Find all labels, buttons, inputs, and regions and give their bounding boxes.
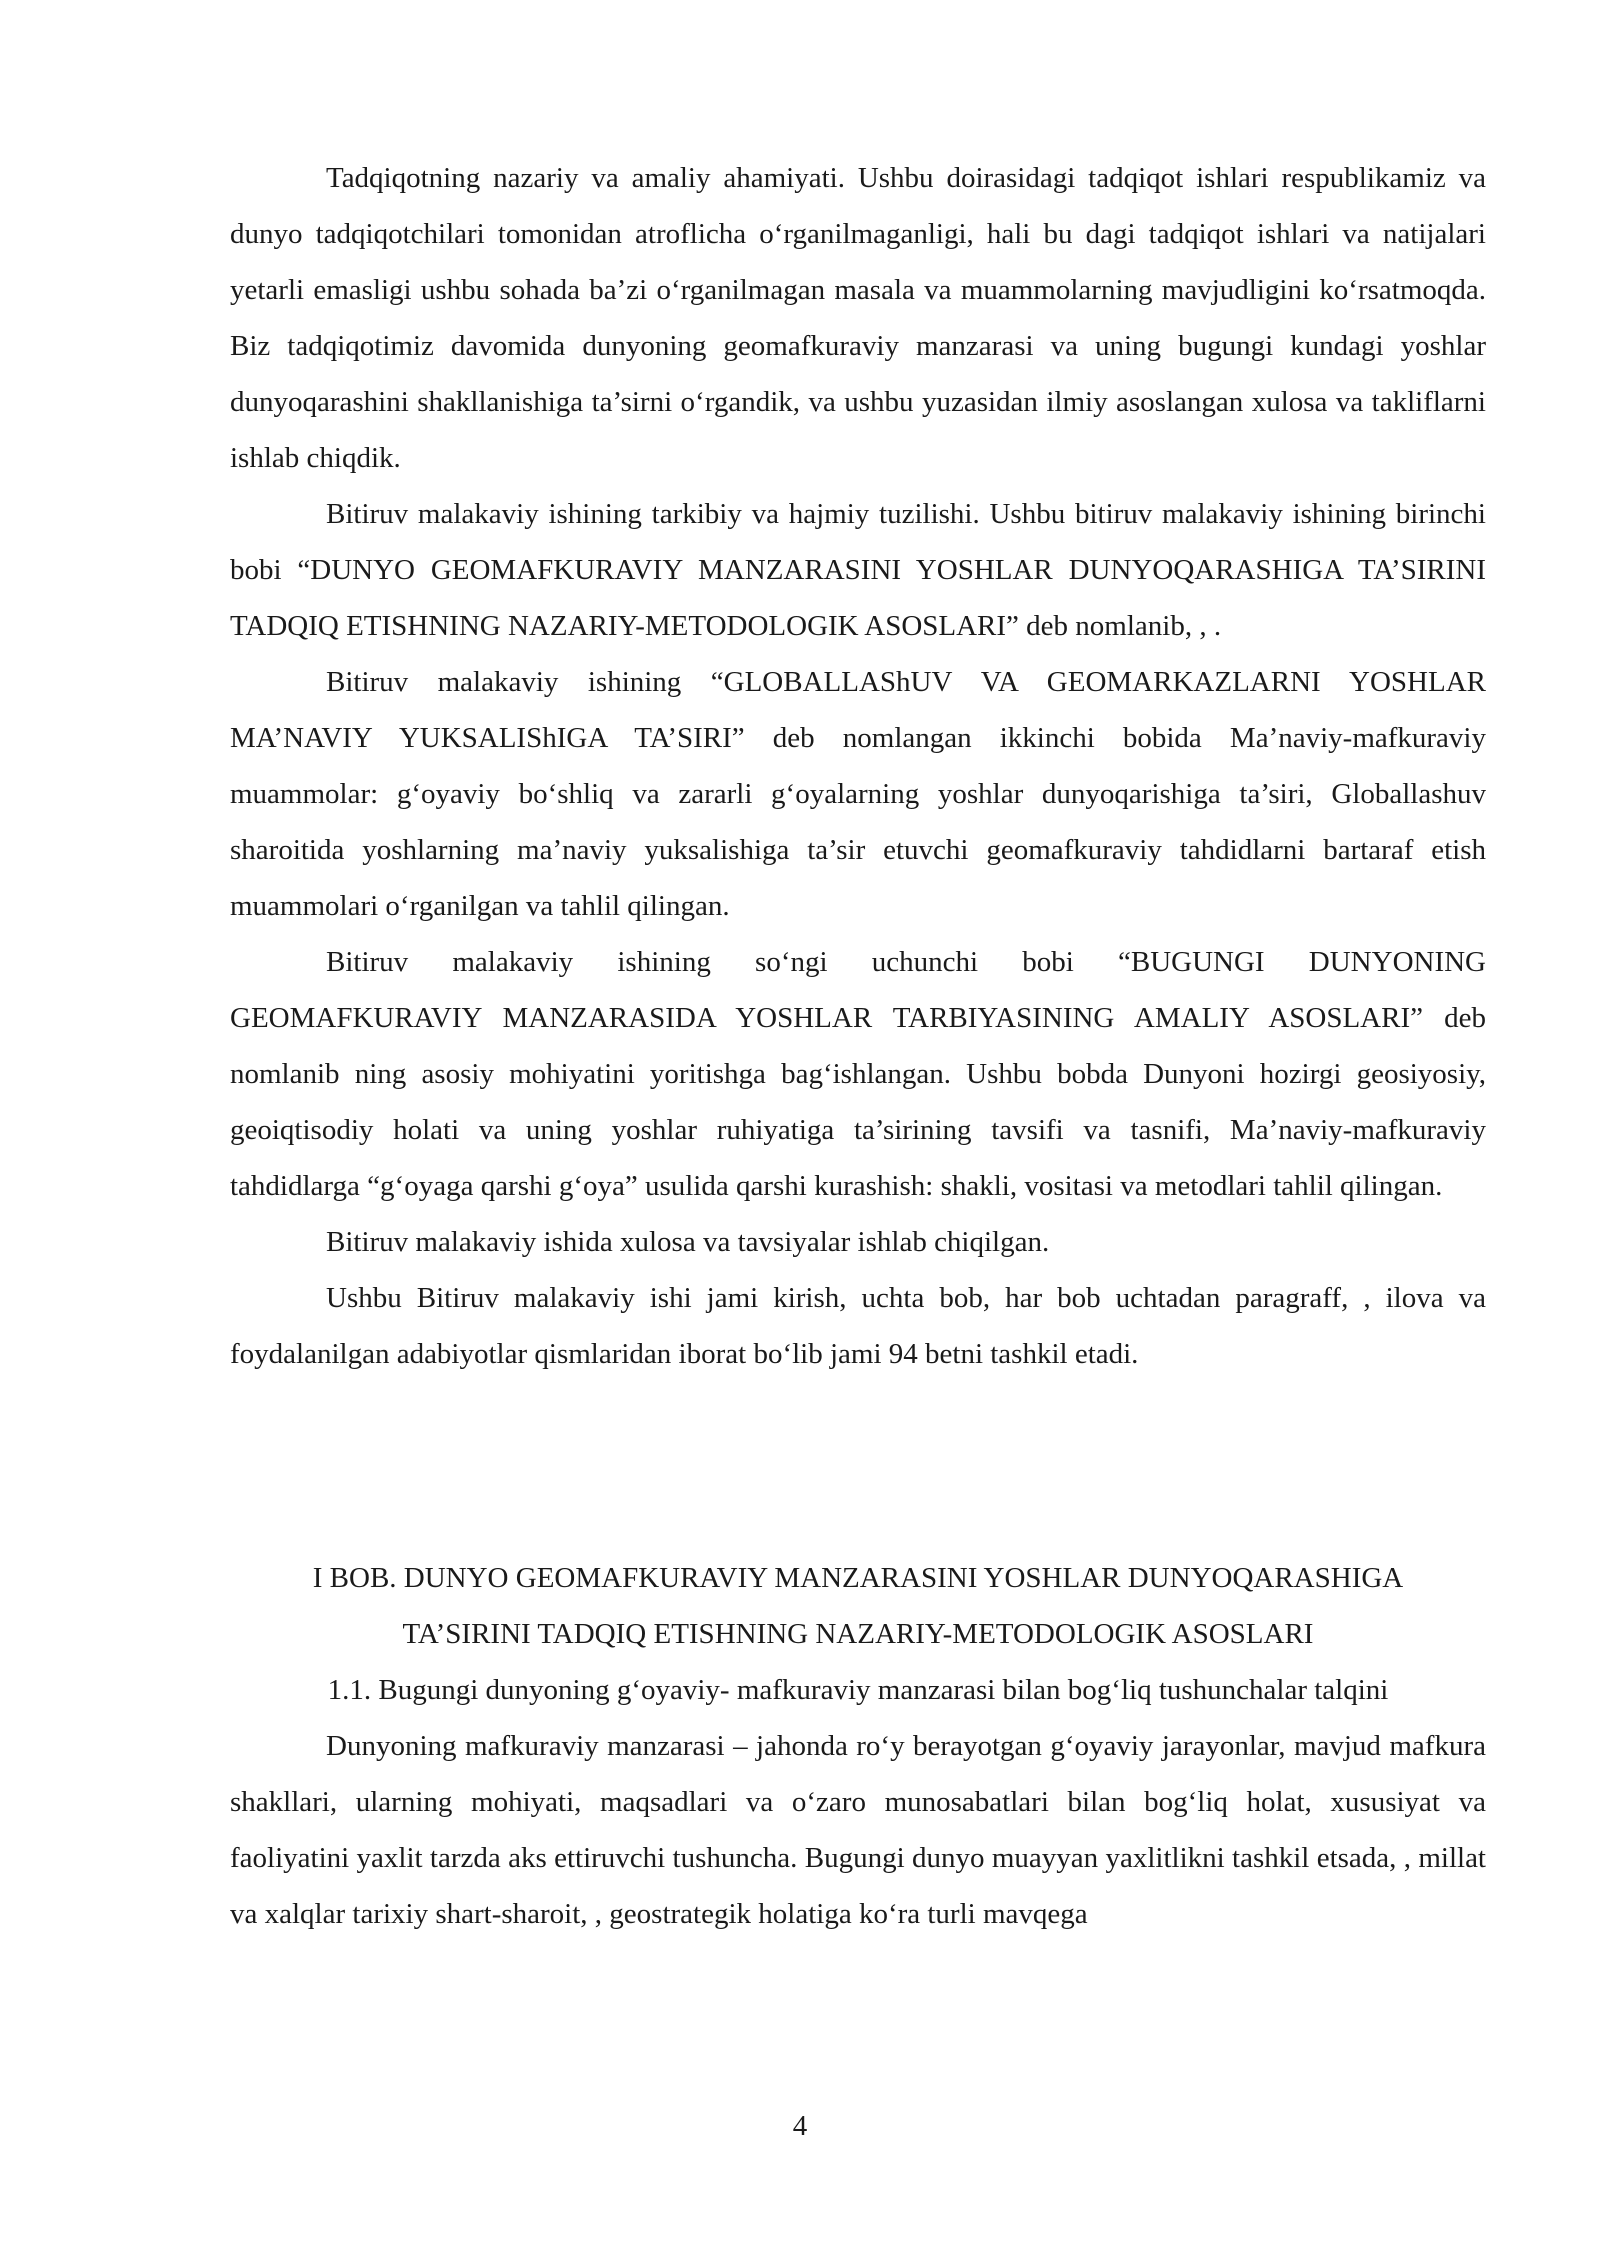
- section-spacer: [230, 1382, 1486, 1550]
- paragraph-significance: Tadqiqotning nazariy va amaliy ahamiyati. Ushbu doirasidagi tadqiqot ishlari respublikamiz va dunyo tadqiqotchilari tomonidan atroflicha o‘rganilmaganligi, hali bu dagi tadqiqot ishlari va natijalari yetarli emasligi ushbu sohada ba’zi o‘rganilmagan masala va muammolarning mavjudligini ko‘rsatmoqda. Biz tadqiqotimiz davomida dunyoning geomafkuraviy manzarasi va uning bugungi kundagi yoshlar dunyoqarashini shakllanishiga ta’sirni o‘rgandik, va ushbu yuzasidan ilmiy asoslangan xulosa va takliflarni ishlab chiqdik.: [230, 162, 1486, 474]
- paragraph-chapter-body: Dunyoning mafkuraviy manzarasi – jahonda ro‘y berayotgan g‘oyaviy jarayonlar, mavjud mafkura shakllari, ularning mohiyati, maqsadlari va o‘zaro munosabatlari bilan bog‘liq holat, xususiyat va faoliyatini yaxlit tarzda aks ettiruvchi tushuncha. Bugungi dunyo muayyan yaxlitlikni tashkil etsada, , millat va xalqlar tarixiy shart-sharoit, , geostrategik holatiga ko‘ra turli mavqega: [230, 1730, 1486, 1930]
- section-title: 1.1. Bugungi dunyoning g‘oyaviy- mafkuraviy manzarasi bilan bog‘liq tushunchalar talqini: [327, 1674, 1389, 1706]
- paragraph-volume: Ushbu Bitiruv malakaviy ishi jami kirish, uchta bob, har bob uchtadan paragraff, , ilova va foydalanilgan adabiyotlar qismlaridan iborat bo‘lib jami 94 betni tashkil etadi.: [230, 1282, 1486, 1370]
- chapter-title-line-1: I BOB. DUNYO GEOMAFKURAVIY MANZARASINI YOSHLAR DUNYOQARASHIGA: [312, 1562, 1404, 1594]
- page-number: 4: [792, 2110, 808, 2142]
- document-page: [230, 150, 1486, 1942]
- paragraph-conclusions: Bitiruv malakaviy ishida xulosa va tavsiyalar ishlab chiqilgan.: [326, 1226, 1050, 1258]
- chapter-title: [230, 1550, 1486, 1662]
- paragraph-chapter-three: Bitiruv malakaviy ishining so‘ngi uchunchi bobi “BUGUNGI DUNYONING GEOMAFKURAVIY MANZARASIDA YOSHLAR TARBIYASINING AMALIY ASOSLARI” deb nomlanib ning asosiy mohiyatini yoritishga bag‘ishlangan. Ushbu bobda Dunyoni hozirgi geosiyosiy, geoiqtisodiy holati va uning yoshlar ruhiyatiga ta’sirining tavsifi va tasnifi, Ma’naviy-mafkuraviy tahdidlarga “g‘oyaga qarshi g‘oya” usulida qarshi kurashish: shakli, vositasi va metodlari tahlil qilingan.: [230, 946, 1486, 1202]
- paragraph-chapter-two: Bitiruv malakaviy ishining “GLOBALLAShUV VA GEOMARKAZLARNI YOSHLAR MA’NAVIY YUKSALIShIGA TA’SIRI” deb nomlangan ikkinchi bobida Ma’naviy-mafkuraviy muammolar: g‘oyaviy bo‘shliq va zararli g‘oyalarning yoshlar dunyoqarishiga ta’siri, Globallashuv sharoitida yoshlarning ma’naviy yuksalishiga ta’sir etuvchi geomafkuraviy tahdidlarni bartaraf etish muammolari o‘rganilgan va tahlil qilingan.: [230, 666, 1486, 922]
- chapter-title-line-2: TA’SIRINI TADQIQ ETISHNING NAZARIY-METODOLOGIK ASOSLARI: [402, 1618, 1314, 1650]
- paragraph-structure: Bitiruv malakaviy ishining tarkibiy va hajmiy tuzilishi. Ushbu bitiruv malakaviy ishining birinchi bobi “DUNYO GEOMAFKURAVIY MANZARASINI YOSHLAR DUNYOQARASHIGA TA’SIRINI TADQIQ ETISHNING NAZARIY-METODOLOGIK ASOSLARI” deb nomlanib, , .: [230, 498, 1486, 642]
